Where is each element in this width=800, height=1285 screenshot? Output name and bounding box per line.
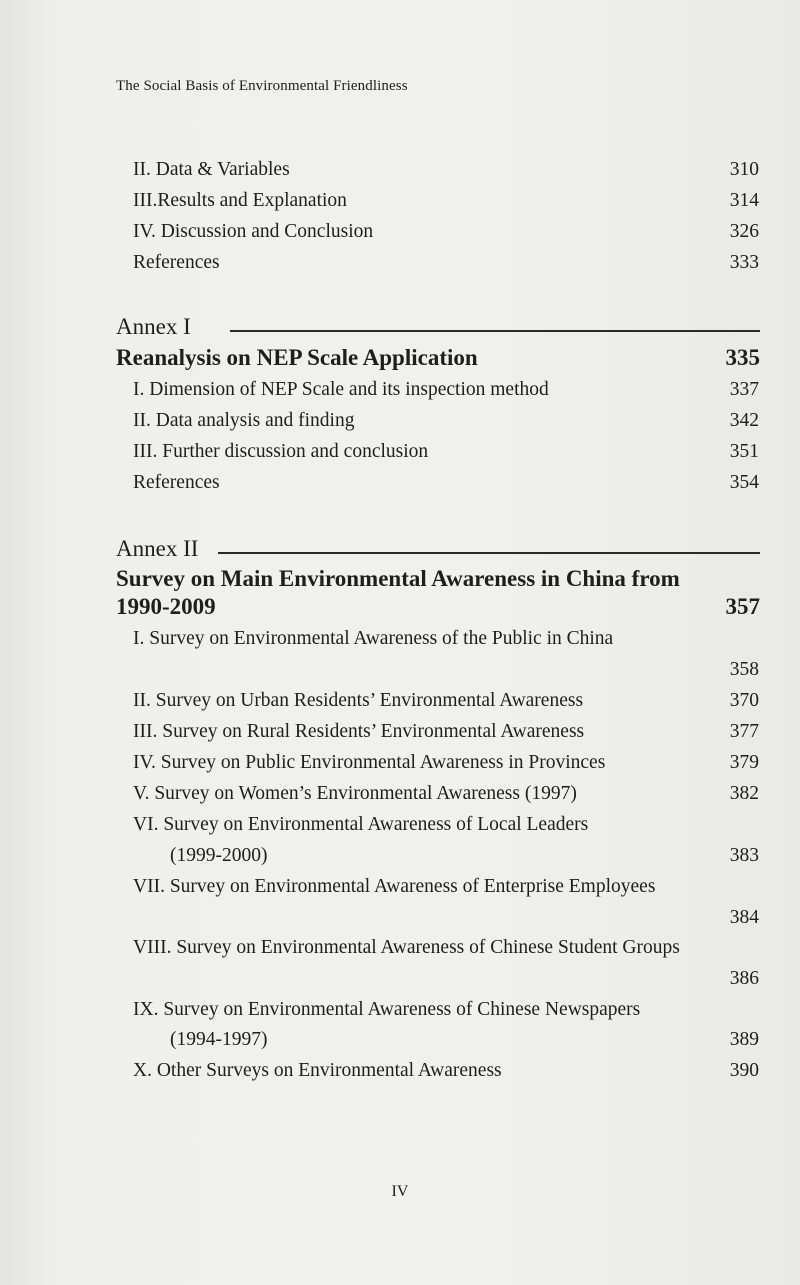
annex-1-label: Annex I [116, 314, 191, 339]
annex-2-title-line2: 1990-2009 [116, 594, 216, 619]
toc-entry-label: III.Results and Explanation [133, 190, 347, 211]
toc-entry [0, 190, 800, 220]
toc-entry-page: 351 [729, 441, 759, 462]
toc-entry-label: IV. Survey on Public Environmental Awareness in Provinces [133, 752, 606, 773]
toc-entry-label: III. Further discussion and conclusion [133, 441, 429, 462]
annex-1-title-page: 335 [725, 345, 760, 370]
toc-entry-cont [0, 907, 800, 937]
toc-entry [0, 252, 800, 282]
toc-entry-label: VI. Survey on Environmental Awareness of Local Leaders [133, 814, 589, 835]
toc-entry-page: 314 [729, 190, 759, 211]
toc-entry-page: 379 [729, 752, 759, 773]
toc-entry [0, 1060, 800, 1090]
toc-entry [0, 472, 800, 502]
toc-entry-page: 382 [729, 783, 759, 804]
toc-entry-label: References [133, 472, 220, 493]
toc-entry-page: 310 [729, 159, 759, 180]
toc-entry-label: IV. Discussion and Conclusion [133, 221, 374, 242]
annex-2-rule [218, 552, 760, 554]
toc-entry-label-cont: (1999-2000) [170, 845, 268, 866]
running-head: The Social Basis of Environmental Friendliness [116, 78, 408, 94]
toc-entry-page: 384 [729, 907, 759, 928]
toc-entry-label: VII. Survey on Environmental Awareness of Enterprise Employees [133, 876, 656, 897]
toc-entry [0, 814, 800, 844]
annex-2-heading [116, 536, 760, 570]
toc-entry-label-cont: (1994-1997) [170, 1029, 268, 1050]
toc-entry-label: References [133, 252, 220, 273]
toc-entry-label: II. Survey on Urban Residents’ Environmental Awareness [133, 690, 584, 711]
toc-entry-page: 354 [729, 472, 759, 493]
toc-entry-label: I. Survey on Environmental Awareness of the Public in China [133, 628, 614, 649]
toc-entry-cont [0, 968, 800, 998]
toc-entry-label: IX. Survey on Environmental Awareness of Chinese Newspapers [133, 999, 641, 1020]
toc-entry [0, 937, 800, 967]
toc-entry [0, 628, 800, 658]
toc-entry [0, 721, 800, 751]
toc-entry-label: VIII. Survey on Environmental Awareness of Chinese Student Groups [133, 937, 680, 958]
annex-1-rule [230, 330, 760, 332]
toc-entry-cont [0, 659, 800, 689]
toc-entry-page: 358 [729, 659, 759, 680]
toc-entry-label: V. Survey on Women’s Environmental Awareness (1997) [133, 783, 577, 804]
toc-entry-page: 333 [729, 252, 759, 273]
toc-entry-label: II. Data analysis and finding [133, 410, 355, 431]
toc-entry-page: 337 [729, 379, 759, 400]
annex-1-title-text: Reanalysis on NEP Scale Application [116, 345, 478, 370]
toc-entry-label: II. Data & Variables [133, 159, 290, 180]
toc-entry [0, 410, 800, 440]
toc-entry-cont [0, 845, 800, 875]
toc-entry-page: 386 [729, 968, 759, 989]
toc-entry [0, 999, 800, 1029]
annex-1-heading [116, 314, 760, 348]
toc-entry-label: III. Survey on Rural Residents’ Environmental Awareness [133, 721, 585, 742]
toc-entry-page: 370 [729, 690, 759, 711]
toc-entry [0, 876, 800, 906]
toc-entry-page: 326 [729, 221, 759, 242]
toc-entry [0, 783, 800, 813]
toc-entry [0, 752, 800, 782]
toc-entry-page: 377 [729, 721, 759, 742]
toc-entry [0, 690, 800, 720]
toc-entry-page: 342 [729, 410, 759, 431]
toc-entry-page: 383 [729, 845, 759, 866]
page-number: IV [391, 1183, 409, 1200]
toc-entry-cont [0, 1029, 800, 1059]
annex-2-title-line1: Survey on Main Environmental Awareness in China from [116, 566, 680, 591]
toc-entry-label: X. Other Surveys on Environmental Awareness [133, 1060, 502, 1081]
toc-entry [0, 441, 800, 471]
annex-2-title-page: 357 [725, 594, 760, 619]
toc-entry [0, 159, 800, 189]
toc-entry [0, 379, 800, 409]
toc-entry [0, 221, 800, 251]
toc-entry-page: 390 [729, 1060, 759, 1081]
annex-2-label: Annex II [116, 536, 199, 561]
toc-entry-label: I. Dimension of NEP Scale and its inspection method [133, 379, 549, 400]
toc-entry-page: 389 [729, 1029, 759, 1050]
